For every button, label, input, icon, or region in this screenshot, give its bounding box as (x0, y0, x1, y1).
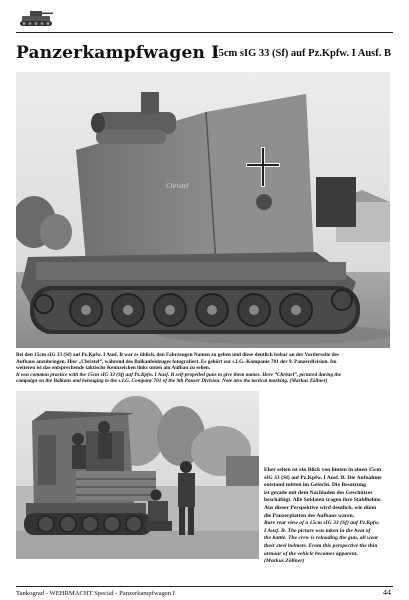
caption-german-line: weiteren ist das entsprechende taktische Kennzeichen links unten am Aufbau zu sehen. (16, 365, 211, 372)
header-rule (16, 32, 393, 33)
main-photo (16, 72, 390, 348)
rear-view-caption (264, 467, 394, 566)
caption-english-line: Rare rear view of a 15cm sIG 33 (Sf) auf Pz.Kpfw. (264, 520, 380, 527)
caption-english-line: their steel helmets. From this perspective the thin (264, 542, 378, 549)
caption-german-line: die Panzerplatten des Aufbaus waren. (264, 512, 355, 519)
caption-german-line: ist gerade mit dem Nachladen des Geschützes (264, 489, 373, 496)
caption-english-line: I Ausf. B. The picture was taken in the heat of (264, 527, 371, 534)
page-number: 44 (383, 588, 391, 597)
footer-publication-title: Tankograd - WEHRMACHT Special - Panzerkampfwagen I (16, 590, 175, 597)
caption-german-line: entstand mitten im Gefecht. Die Besatzung (264, 482, 366, 489)
caption-english-line: (Markus Zöllner) (264, 558, 305, 565)
page-title: Panzerkampfwagen I (16, 43, 220, 63)
main-photo-caption (16, 352, 392, 385)
rear-view-photo (16, 391, 259, 559)
caption-english-line: campaign on the Balkans and belonging to the s.I.G. Company 701 of the 9th Panzer Division. Note also the tactical marking. (Markus Zöllner) (16, 378, 328, 385)
caption-german-line: Bei den 15cm sIG 33 (Sf) auf Pz.Kpfw. I Ausf. B war es üblich, den Fahrzeugen Namen zu geben und diese deutlich lesbar an der Vorderseite des (16, 352, 339, 358)
caption-german-line: sIG 33 (Sf) auf Pz.Kpfw. I Ausf. B. Die Aufnahme (264, 474, 382, 481)
caption-english-line: the battle. The crew is reloading the gun, all wear (264, 535, 379, 542)
caption-german-line: Aufbaus anzubringen. Hier „Christel“, während des Balkanfeldzuges fotografiert. Es gehört zur s.I.G.-Kompanie 701 der 9. Panzerdivision. Im (16, 358, 337, 365)
caption-english-line: It was common practice with the 15cm sIG 33 (Sf) auf Pz.Kpfw. I Ausf. B self-propelled guns to give them names. Here “Christel”, pictured during the (16, 371, 342, 378)
tankograd-logo-icon (16, 6, 56, 30)
page-subtitle: 15cm sIG 33 (Sf) auf Pz.Kpfw. I Ausf. B (213, 48, 391, 59)
caption-german-line: beschäftigt. Alle Soldaten tragen ihre Stahlhelme. (264, 497, 382, 504)
caption-german-line: Eher selten ist ein Blick von hinten in einen 15cm (264, 467, 382, 473)
vehicle-name-marking: Christel (166, 182, 189, 190)
caption-english-line: armour of the vehicle becomes apparent. (264, 550, 358, 557)
caption-german-line: Aus dieser Perspektive wird deutlich, wie dünn (264, 504, 377, 511)
footer-rule (16, 586, 393, 587)
